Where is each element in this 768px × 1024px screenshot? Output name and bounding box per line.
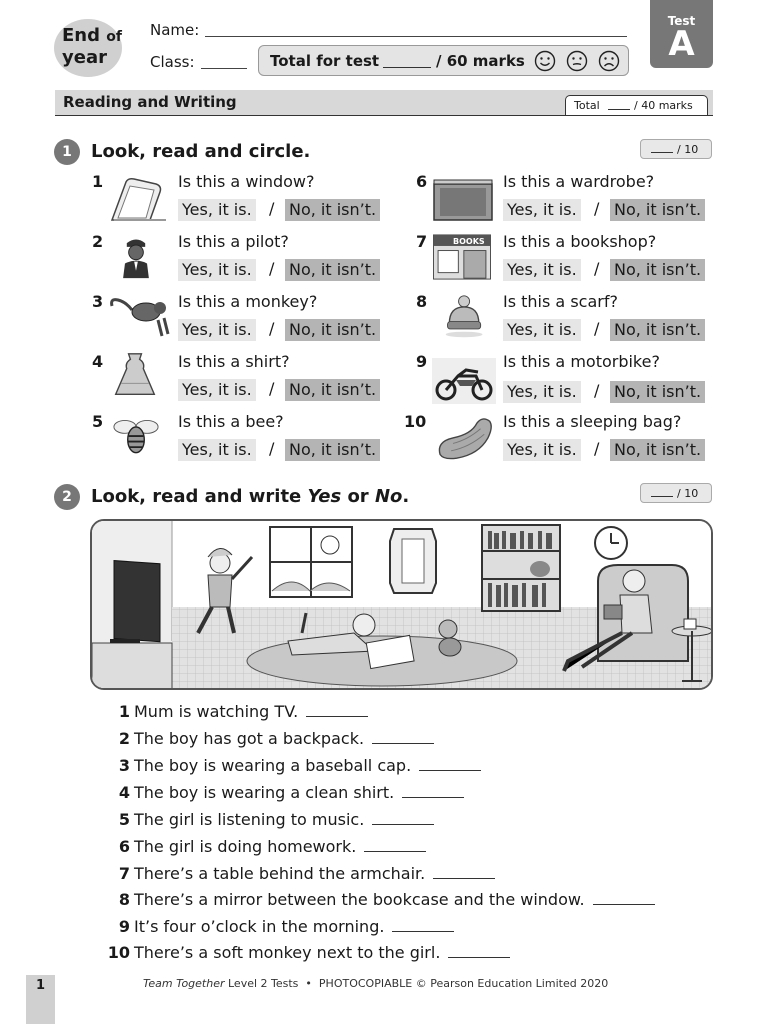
answer-blank[interactable] [392, 918, 454, 932]
no-option[interactable]: No, it isn’t. [610, 259, 705, 281]
test-label: Test [667, 14, 696, 28]
ex2-sentence-3 [104, 756, 481, 778]
answer-blank[interactable] [402, 784, 464, 798]
ex1-item-2 [92, 232, 392, 292]
footer-dot: • [305, 977, 312, 990]
ex1-item-7 [404, 232, 714, 292]
exercise-2-title [91, 486, 409, 507]
answer-blank[interactable] [364, 838, 426, 852]
item-number: 8 [416, 292, 428, 311]
ex1-item-8 [404, 292, 714, 352]
monkey-icon [108, 294, 172, 340]
sentence-text: The boy has got a backpack. [134, 729, 365, 748]
bookshop-sign: BOOKS [453, 237, 485, 246]
option-separator: / [594, 381, 600, 400]
total-for-test-field[interactable] [383, 67, 431, 68]
option-separator: / [594, 319, 600, 338]
sentence-text: The girl is doing homework. [134, 837, 357, 856]
living-room-illustration [92, 521, 713, 690]
option-separator: / [269, 439, 275, 458]
answer-blank[interactable] [448, 944, 510, 958]
total-for-test-box [258, 45, 629, 76]
question-text: Is this a pilot? [178, 232, 289, 251]
test-a-tab [650, 0, 713, 68]
no-option[interactable]: No, it isn’t. [285, 439, 380, 461]
dress-icon [110, 352, 160, 398]
ex1-item-4 [92, 352, 392, 412]
yes-option[interactable]: Yes, it is. [503, 199, 581, 221]
pilot-icon [112, 234, 160, 280]
bee-icon [108, 414, 164, 460]
sleeping-bag-icon [432, 414, 496, 460]
footer-copyright: PHOTOCOPIABLE © Pearson Education Limited 2020 [318, 977, 609, 990]
sentence-number: 2 [118, 729, 130, 748]
exercise-2-score-marks: / 10 [677, 487, 699, 500]
total-for-test-label: Total for test [270, 52, 380, 70]
item-number: 2 [92, 232, 104, 251]
option-separator: / [594, 259, 600, 278]
item-number: 10 [404, 412, 427, 431]
option-separator: / [269, 199, 275, 218]
name-label: Name: [150, 21, 200, 39]
test-letter: A [668, 24, 695, 64]
option-separator: / [594, 199, 600, 218]
motorbike-icon [432, 358, 496, 404]
answer-blank[interactable] [372, 811, 434, 825]
title-part: . [402, 486, 410, 507]
item-number: 3 [92, 292, 104, 311]
sentence-number: 1 [118, 702, 130, 721]
exercise-1-score-field[interactable] [651, 152, 673, 153]
question-text: Is this a window? [178, 172, 315, 191]
neutral-face-icon[interactable] [566, 50, 588, 72]
question-text: Is this a bookshop? [503, 232, 657, 251]
living-room-scene [90, 519, 713, 690]
sentence-number: 10 [107, 943, 130, 962]
item-number: 4 [92, 352, 104, 371]
sentence-text: The boy is wearing a clean shirt. [134, 783, 395, 802]
sentence-number: 7 [118, 864, 130, 883]
class-label: Class: [150, 53, 195, 71]
yes-option[interactable]: Yes, it is. [178, 259, 256, 281]
sentence-number: 5 [118, 810, 130, 829]
yes-option[interactable]: Yes, it is. [178, 439, 256, 461]
option-separator: / [269, 259, 275, 278]
sentence-text: There’s a soft monkey next to the girl. [134, 943, 441, 962]
section-total-marks: / 40 marks [634, 99, 693, 112]
ex2-sentence-8 [104, 890, 655, 912]
sentence-text: The boy is wearing a baseball cap. [134, 756, 412, 775]
ex1-item-1 [92, 172, 392, 232]
option-separator: / [269, 319, 275, 338]
ex2-sentence-5 [104, 810, 434, 832]
question-text: Is this a motorbike? [503, 352, 660, 371]
exercise-1-score-marks: / 10 [677, 143, 699, 156]
ex2-sentence-2 [104, 729, 434, 751]
hat-icon [440, 294, 490, 340]
item-number: 1 [92, 172, 104, 191]
yes-option[interactable]: Yes, it is. [503, 319, 581, 341]
ex1-item-3 [92, 292, 392, 352]
exercise-2-score-field[interactable] [651, 496, 673, 497]
yes-option[interactable]: Yes, it is. [503, 381, 581, 403]
footer-series: Team Together [143, 977, 225, 990]
option-separator: / [269, 379, 275, 398]
item-number: 6 [416, 172, 428, 191]
section-total-field[interactable] [608, 109, 630, 110]
answer-blank[interactable] [306, 703, 368, 717]
question-text: Is this a sleeping bag? [503, 412, 682, 431]
sentence-text: Mum is watching TV. [134, 702, 299, 721]
wardrobe-icon [432, 176, 496, 222]
happy-face-icon[interactable] [534, 50, 556, 72]
yes-option[interactable]: Yes, it is. [178, 379, 256, 401]
question-text: Is this a bee? [178, 412, 284, 431]
ex1-item-10 [404, 412, 714, 472]
sentence-number: 6 [118, 837, 130, 856]
page-number: 1 [26, 975, 55, 1024]
title-part: Look, read and write [91, 486, 308, 507]
badge-end: End [62, 25, 100, 46]
ex1-item-9 [404, 352, 714, 412]
title-part: or [341, 486, 375, 507]
item-number: 5 [92, 412, 104, 431]
item-number: 7 [416, 232, 428, 251]
sentence-text: It’s four o’clock in the morning. [134, 917, 385, 936]
exercise-1-title: Look, read and circle. [91, 141, 311, 162]
name-field[interactable] [205, 36, 627, 37]
sad-face-icon[interactable] [598, 50, 620, 72]
section-title: Reading and Writing [63, 93, 237, 111]
exercise-1-number: 1 [54, 139, 80, 165]
no-option[interactable]: No, it isn’t. [285, 319, 380, 341]
sentence-text: There’s a table behind the armchair. [134, 864, 426, 883]
no-option[interactable]: No, it isn’t. [610, 199, 705, 221]
yes-option[interactable]: Yes, it is. [503, 439, 581, 461]
no-option[interactable]: No, it isn’t. [285, 199, 380, 221]
mirror-icon [104, 176, 168, 222]
sentence-text: There’s a mirror between the bookcase and the window. [134, 890, 585, 909]
ex2-sentence-10 [104, 943, 510, 965]
badge-year: year [62, 47, 107, 68]
sentence-number: 8 [118, 890, 130, 909]
no-option[interactable]: No, it isn’t. [610, 381, 705, 403]
title-yes: Yes [307, 486, 342, 507]
answer-blank[interactable] [372, 730, 434, 744]
ex1-item-5 [92, 412, 392, 472]
option-separator: / [594, 439, 600, 458]
question-text: Is this a monkey? [178, 292, 318, 311]
question-text: Is this a wardrobe? [503, 172, 655, 191]
yes-option[interactable]: Yes, it is. [178, 319, 256, 341]
no-option[interactable]: No, it isn’t. [285, 259, 380, 281]
exercise-2-score [640, 483, 712, 503]
ex2-sentence-7 [104, 864, 495, 886]
ex2-sentence-1 [104, 702, 368, 724]
answer-blank[interactable] [433, 865, 495, 879]
section-total-label: Total [574, 99, 600, 112]
section-total-pill [565, 95, 708, 115]
answer-blank[interactable] [593, 891, 655, 905]
total-for-test-marks: / 60 marks [436, 52, 525, 70]
sentence-number: 4 [118, 783, 130, 802]
ex2-sentence-6 [104, 837, 426, 859]
exercise-2-number: 2 [54, 484, 80, 510]
yes-option[interactable]: Yes, it is. [503, 259, 581, 281]
sentence-text: The girl is listening to music. [134, 810, 365, 829]
sentence-number: 9 [118, 917, 130, 936]
sentence-number: 3 [118, 756, 130, 775]
item-number: 9 [416, 352, 428, 371]
yes-option[interactable]: Yes, it is. [178, 199, 256, 221]
exercise-1-score [640, 139, 712, 159]
footer-text [143, 977, 608, 990]
ex2-sentence-9 [104, 917, 454, 939]
question-text: Is this a scarf? [503, 292, 618, 311]
no-option[interactable]: No, it isn’t. [610, 319, 705, 341]
ex2-sentence-4 [104, 783, 464, 805]
class-field[interactable] [201, 68, 247, 69]
badge-of: of [106, 29, 122, 45]
no-option[interactable]: No, it isn’t. [610, 439, 705, 461]
footer-level: Level 2 Tests [224, 977, 299, 990]
ex1-item-6 [404, 172, 714, 232]
title-no: No [374, 486, 403, 507]
end-of-year-badge [54, 19, 122, 77]
question-text: Is this a shirt? [178, 352, 290, 371]
answer-blank[interactable] [419, 757, 481, 771]
no-option[interactable]: No, it isn’t. [285, 379, 380, 401]
